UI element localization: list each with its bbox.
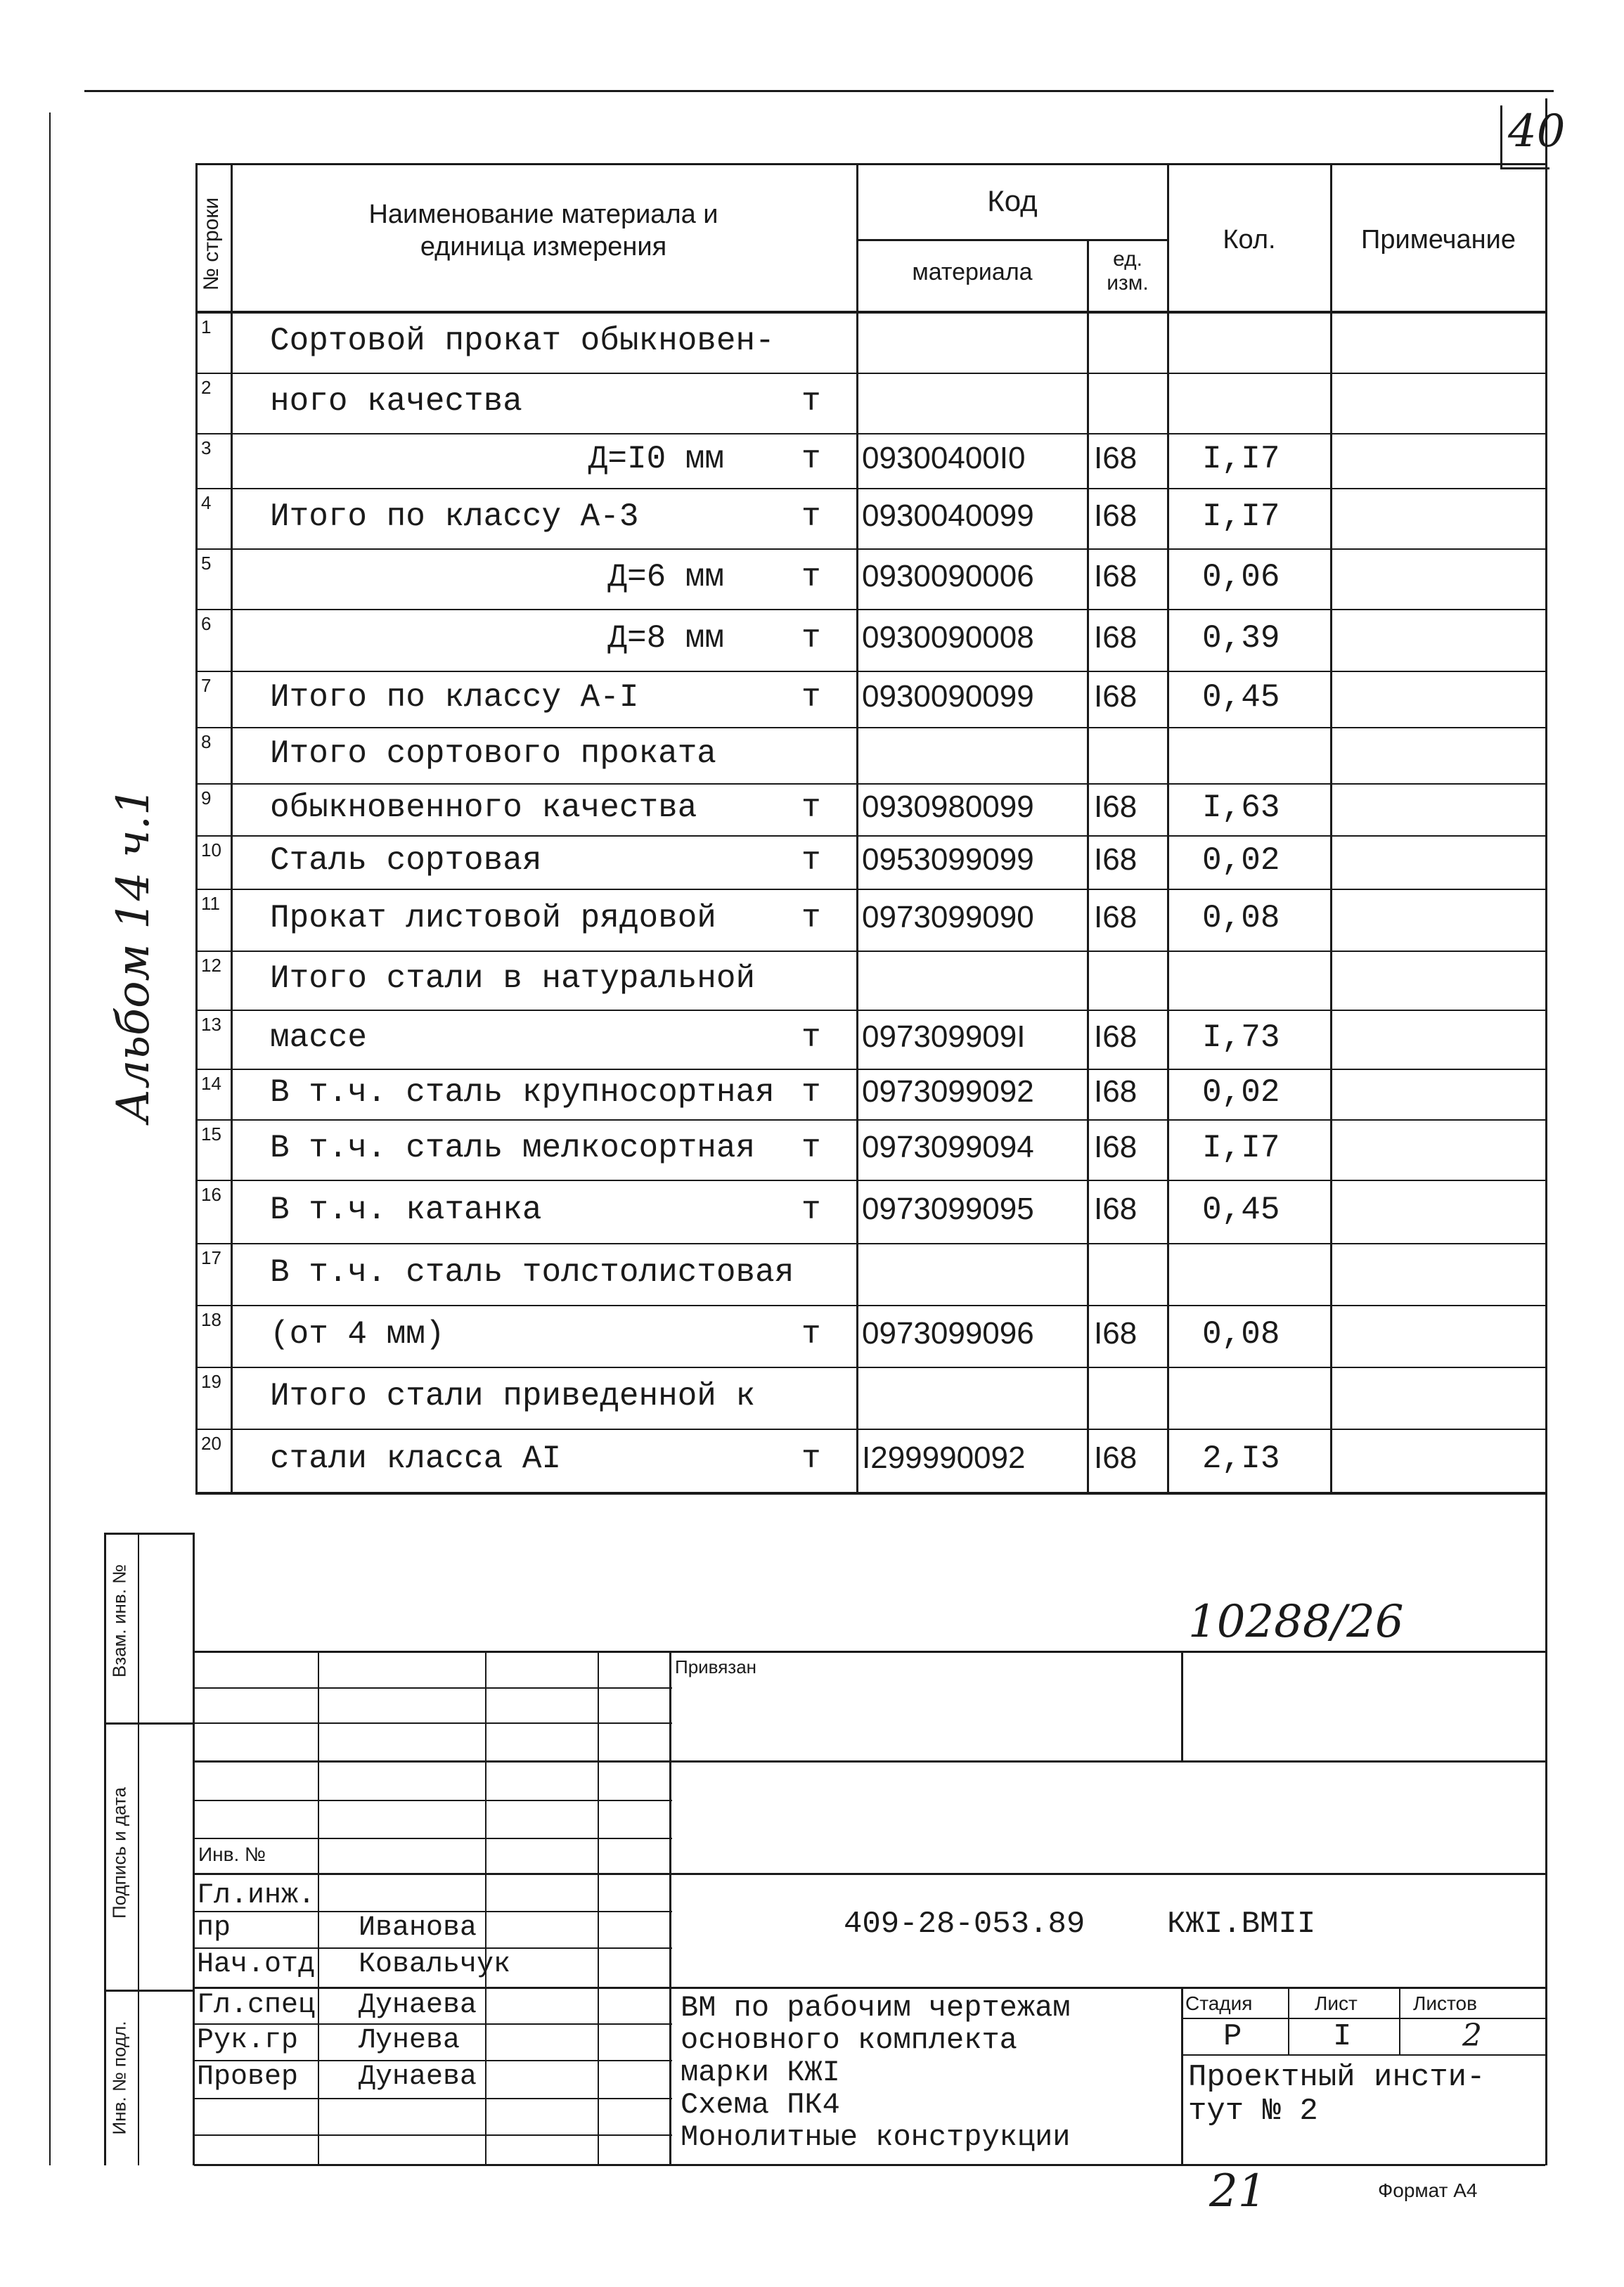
row-name: Сталь сортовая — [270, 842, 542, 879]
row-qty: I,I7 — [1202, 1130, 1280, 1166]
row-divider — [195, 1010, 1545, 1011]
row-ed: I68 — [1094, 1441, 1138, 1475]
stamp-h3 — [194, 1760, 1545, 1763]
side-label-inv-podl: Инв. № подл. — [108, 2021, 130, 2135]
row-divider — [195, 488, 1545, 489]
row-number: 9 — [201, 787, 212, 808]
row-ed: I68 — [1094, 559, 1138, 593]
row-number: 7 — [201, 675, 212, 696]
row-ed: I68 — [1094, 1074, 1138, 1109]
row-ed: I68 — [1094, 498, 1138, 533]
row-divider — [195, 1180, 1545, 1181]
title-line: марки КЖI — [681, 2056, 840, 2089]
row-ed: I68 — [1094, 1316, 1138, 1351]
stamp-h12 — [194, 2098, 672, 2099]
privyazan-label: Привязан — [675, 1656, 757, 1677]
row-unit: т — [801, 900, 821, 936]
page-number: 21 — [1209, 2165, 1267, 2217]
header-note: Примечание — [1361, 225, 1516, 255]
row-name: Итого по классу А-3 — [270, 498, 639, 535]
row-number: 10 — [201, 839, 221, 861]
org-line1: Проектный инсти- — [1188, 2060, 1486, 2095]
stamp-h13 — [194, 2134, 672, 2136]
stamp-v6 — [1181, 1987, 1183, 2164]
row-unit: т — [801, 1441, 821, 1477]
row-qty: 0,02 — [1202, 1074, 1280, 1111]
row-qty: 0,02 — [1202, 842, 1280, 879]
row-qty: 0,08 — [1202, 900, 1280, 936]
row-unit: т — [801, 1316, 821, 1353]
table-top — [195, 163, 1545, 165]
side-strip-right — [193, 1533, 195, 2165]
signature-role: Рук.гр — [197, 2025, 299, 2056]
row-qty: I,I7 — [1202, 441, 1280, 477]
sheets-value: 2 — [1462, 2018, 1482, 2054]
row-number: 18 — [201, 1309, 221, 1330]
row-name: В т.ч. сталь толстолистовая — [270, 1254, 794, 1291]
signature-name: Дунаева — [359, 2061, 477, 2093]
stage-value: Р — [1223, 2019, 1242, 2054]
side-strip-left — [104, 1533, 106, 2165]
signature-role: Гл.инж. — [197, 1880, 316, 1912]
row-code: 0930040099 — [862, 498, 1034, 533]
row-name: Итого сортового проката — [270, 735, 716, 772]
row-unit: т — [801, 498, 821, 535]
row-unit: т — [801, 679, 821, 716]
stage-col-2 — [1399, 1987, 1400, 2054]
row-divider — [195, 548, 1545, 550]
row-code: 0953099099 — [862, 842, 1034, 877]
row-unit: т — [801, 383, 821, 420]
row-qty: I,73 — [1202, 1019, 1280, 1056]
title-line: основного комплекта — [681, 2023, 1017, 2057]
row-name: обыкновенного качества — [270, 790, 697, 826]
row-qty: 2,I3 — [1202, 1441, 1280, 1477]
row-divider — [195, 671, 1545, 672]
signature-role: Нач.отд — [197, 1949, 316, 1980]
row-qty: 0,45 — [1202, 679, 1280, 716]
row-name: Итого стали приведенной к — [270, 1378, 756, 1415]
col-line-5 — [1330, 163, 1332, 1493]
doc-mark: КЖI.ВМII — [1167, 1907, 1316, 1942]
row-unit: т — [801, 790, 821, 826]
row-divider — [195, 1367, 1545, 1368]
top-rule — [84, 90, 1554, 92]
row-number: 8 — [201, 731, 212, 752]
row-divider — [195, 433, 1545, 434]
row-qty: 0,06 — [1202, 559, 1280, 595]
row-code: 0930090008 — [862, 620, 1034, 655]
row-qty: 0,08 — [1202, 1316, 1280, 1353]
row-code: 0973099095 — [862, 1192, 1034, 1226]
sheet-number-box-left — [1500, 105, 1502, 169]
stamp-v4 — [669, 1651, 671, 2164]
row-number: 19 — [201, 1371, 221, 1392]
row-number: 5 — [201, 553, 212, 574]
stamp-v3 — [598, 1651, 599, 2164]
row-name: стали класса АI — [270, 1441, 562, 1477]
header-qty: Кол. — [1223, 225, 1276, 255]
row-qty: 0,45 — [1202, 1192, 1280, 1228]
header-code-material: материала — [912, 259, 1033, 285]
row-number: 4 — [201, 492, 212, 513]
stage-col-1 — [1288, 1987, 1289, 2054]
stamp-h4 — [194, 1800, 672, 1801]
side-label-vzam: Взам. инв. № — [108, 1564, 130, 1678]
row-name: массе — [270, 1019, 368, 1056]
stamp-h9 — [194, 1987, 1545, 1989]
row-qty: I,I7 — [1202, 498, 1280, 535]
frame-left — [49, 112, 51, 2165]
sheet-number-box-bottom — [1500, 167, 1549, 169]
row-number: 11 — [201, 893, 220, 914]
row-ed: I68 — [1094, 1130, 1138, 1164]
row-ed: I68 — [1094, 1019, 1138, 1054]
row-divider — [195, 727, 1545, 728]
row-number: 16 — [201, 1184, 221, 1205]
row-divider — [195, 609, 1545, 610]
row-number: 12 — [201, 955, 221, 976]
row-name: Д=6 мм — [607, 559, 724, 595]
inv-no-label: Инв. № — [198, 1843, 266, 1865]
row-code: 09300400I0 — [862, 441, 1026, 475]
col-line-2 — [856, 163, 858, 1493]
signature-name: Ковальчук — [359, 1949, 511, 1980]
title-line: ВМ по рабочим чертежам — [681, 1991, 1071, 2025]
signature-name: Иванова — [359, 1912, 477, 1944]
row-ed: I68 — [1094, 790, 1138, 824]
title-line: Схема ПК4 — [681, 2088, 840, 2122]
frame-right — [1545, 98, 1547, 2165]
stage-value-line — [1181, 2054, 1545, 2056]
row-code: 0973099092 — [862, 1074, 1034, 1109]
col-line-1 — [231, 163, 233, 1493]
row-ed: I68 — [1094, 900, 1138, 934]
row-divider — [195, 783, 1545, 785]
row-number: 2 — [201, 377, 212, 398]
row-divider — [195, 835, 1545, 837]
row-unit: т — [801, 1130, 821, 1166]
side-strip-div1 — [104, 1722, 194, 1725]
row-unit: т — [801, 842, 821, 879]
stamp-v1 — [318, 1651, 319, 2164]
row-number: 3 — [201, 437, 212, 458]
sheet-value: I — [1333, 2019, 1352, 2054]
row-code: 0973099090 — [862, 900, 1034, 934]
row-number: 13 — [201, 1014, 221, 1035]
row-number: 15 — [201, 1123, 221, 1145]
header-row-no: № строки — [200, 197, 223, 291]
row-name: В т.ч. катанка — [270, 1192, 542, 1228]
stamp-h2 — [194, 1722, 672, 1724]
stamp-h5 — [194, 1838, 672, 1839]
title-line: Монолитные конструкции — [681, 2120, 1071, 2154]
header-name-line1: Наименование материала и — [368, 200, 718, 229]
row-divider — [195, 1243, 1545, 1244]
signature-name: Дунаева — [359, 1990, 477, 2021]
row-unit: т — [801, 559, 821, 595]
row-code: 0930090099 — [862, 679, 1034, 714]
header-bottom — [195, 311, 1545, 314]
stamp-top — [194, 1651, 1545, 1653]
row-name: В т.ч. сталь мелкосортная — [270, 1130, 756, 1166]
side-strip-mid — [138, 1533, 139, 2165]
row-number: 6 — [201, 613, 212, 634]
sheet-label: Лист — [1315, 1992, 1358, 2014]
row-name: (от 4 мм) — [270, 1316, 445, 1353]
side-label-podpis: Подпись и дата — [108, 1787, 130, 1919]
stamp-v2 — [485, 1651, 486, 2164]
handwritten-ref: 10288/26 — [1188, 1596, 1404, 1648]
row-unit: т — [801, 620, 821, 657]
row-code: 0973099094 — [862, 1130, 1034, 1164]
row-qty: 0,39 — [1202, 620, 1280, 657]
sheet-number: 40 — [1508, 105, 1566, 157]
row-number: 17 — [201, 1247, 221, 1268]
signature-role: Провер — [197, 2061, 299, 2093]
row-divider — [195, 1305, 1545, 1306]
row-ed: I68 — [1094, 1192, 1138, 1226]
stamp-v5 — [1181, 1651, 1183, 1760]
row-name: ного качества — [270, 383, 522, 420]
row-qty: I,63 — [1202, 790, 1280, 826]
row-code: 0930980099 — [862, 790, 1034, 824]
sheets-label: Листов — [1413, 1992, 1477, 2014]
row-code: 097309909I — [862, 1019, 1026, 1054]
stamp-h6 — [194, 1873, 1545, 1875]
header-code-unit-2: изм. — [1107, 271, 1149, 295]
signature-role: Гл.спец — [197, 1990, 316, 2021]
doc-code: 409-28-053.89 — [844, 1907, 1085, 1942]
row-ed: I68 — [1094, 679, 1138, 714]
code-subheader-line — [858, 239, 1167, 241]
row-divider — [195, 373, 1545, 374]
row-unit: т — [801, 1019, 821, 1056]
row-name: Прокат листовой рядовой — [270, 900, 716, 936]
row-name: Сортовой прокат обыкновен- — [270, 323, 775, 359]
row-name: Итого стали в натуральной — [270, 960, 756, 997]
row-ed: I68 — [1094, 441, 1138, 475]
row-name: Д=I0 мм — [588, 441, 724, 477]
row-divider — [195, 1069, 1545, 1070]
row-unit: т — [801, 441, 821, 477]
row-code: 0973099096 — [862, 1316, 1034, 1351]
stamp-bottom — [194, 2164, 1545, 2166]
row-unit: т — [801, 1192, 821, 1228]
row-divider — [195, 1429, 1545, 1430]
signature-name: Лунева — [359, 2025, 460, 2056]
row-code: 0930090006 — [862, 559, 1034, 593]
row-divider — [195, 951, 1545, 952]
header-name-line2: единица измерения — [420, 232, 667, 262]
stage-label: Стадия — [1185, 1992, 1253, 2014]
row-number: 20 — [201, 1433, 221, 1454]
row-divider — [195, 1119, 1545, 1121]
header-code: Код — [987, 184, 1038, 217]
col-line-0 — [195, 163, 198, 1493]
row-divider — [195, 889, 1545, 890]
row-unit: т — [801, 1074, 821, 1111]
row-divider — [195, 1492, 1545, 1493]
header-code-unit-1: ед. — [1113, 247, 1142, 271]
row-name: Д=8 мм — [607, 620, 724, 657]
stamp-h1 — [194, 1687, 672, 1689]
row-name: В т.ч. сталь крупносортная — [270, 1074, 775, 1111]
col-line-4 — [1167, 163, 1169, 1493]
row-number: 1 — [201, 316, 212, 337]
org-line2: тут № 2 — [1188, 2094, 1318, 2129]
row-number: 14 — [201, 1073, 221, 1094]
signature-role: пр — [197, 1912, 231, 1944]
row-name: Итого по классу А-I — [270, 679, 639, 716]
row-ed: I68 — [1094, 620, 1138, 655]
row-code: I299990092 — [862, 1441, 1026, 1475]
album-label: Альбом 14 ч.1 — [108, 787, 160, 1123]
row-ed: I68 — [1094, 842, 1138, 877]
format-label: Формат А4 — [1378, 2179, 1478, 2201]
